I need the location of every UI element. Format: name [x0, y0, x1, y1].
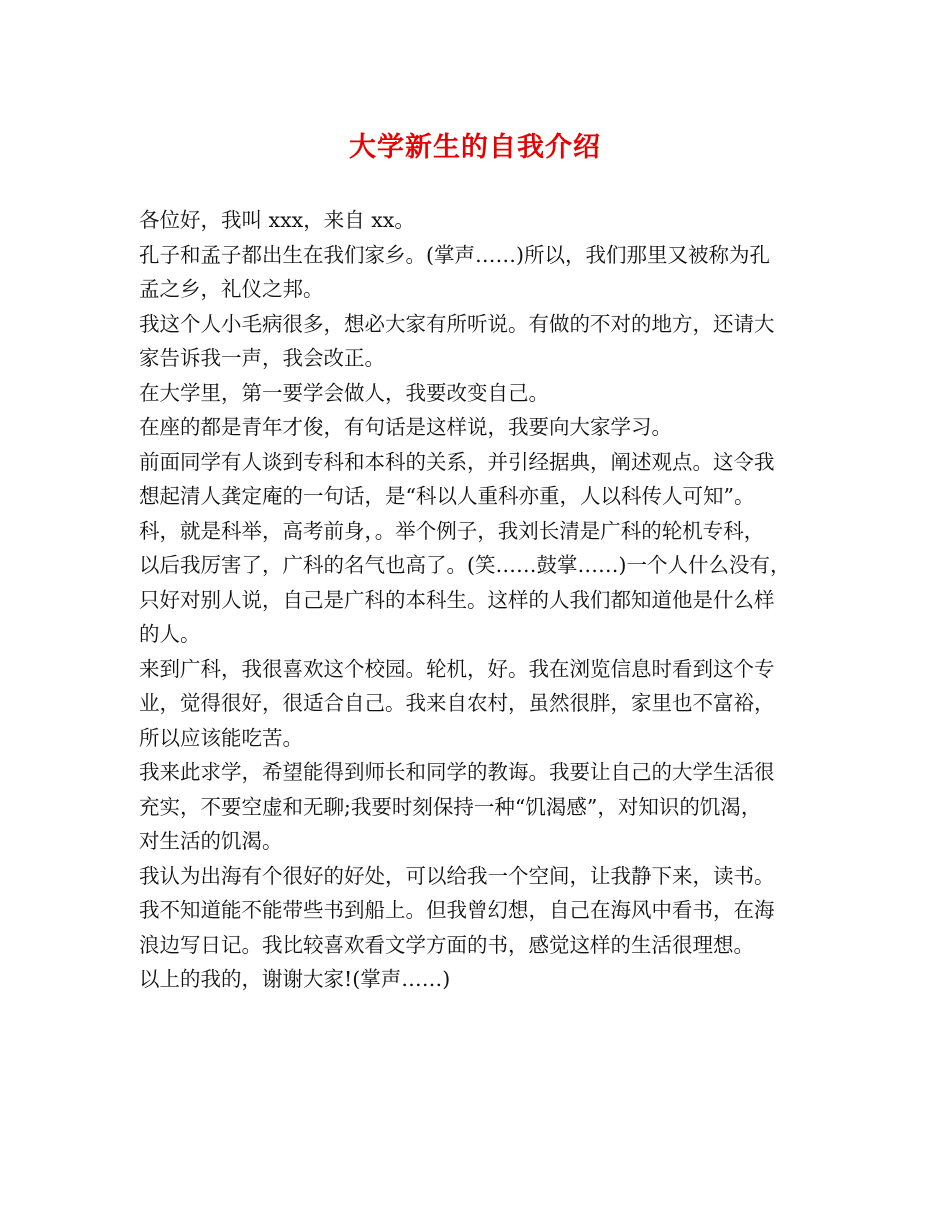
document-body	[139, 203, 829, 997]
body-line: 我这个人小毛病很多，想必大家有所听说。有做的不对的地方，还请大	[139, 311, 775, 336]
body-line: 所以应该能吃苦。	[139, 725, 303, 750]
body-line: 在座的都是青年才俊，有句话是这样说，我要向大家学习。	[139, 415, 672, 439]
body-line: 的人。	[139, 622, 201, 646]
body-line: 各位好，我叫 xxx，来自 xx。	[139, 208, 415, 232]
body-line: 家告诉我一声，我会改正。	[139, 346, 385, 370]
body-line: 我认为出海有个很好的好处，可以给我一个空间，让我静下来，读书。	[139, 863, 775, 888]
body-line: 以上的我的，谢谢大家!(掌声……)	[139, 967, 451, 991]
body-line: 科，就是科举，高考前身，。举个例子，我刘长清是广科的轮机专科，	[139, 518, 765, 543]
body-line: 只好对别人说，自己是广科的本科生。这样的人我们都知道他是什么样	[139, 587, 775, 612]
body-line: 前面同学有人谈到专科和本科的关系，并引经据典，阐述观点。这令我	[139, 449, 775, 474]
body-line: 孔子和孟子都出生在我们家乡。(掌声……)所以，我们那里又被称为孔	[139, 242, 770, 267]
document-title: 大学新生的自我介绍	[349, 132, 601, 163]
body-line: 以后我厉害了，广科的名气也高了。(笑……鼓掌……)一个人什么没有，	[139, 553, 791, 577]
body-line: 我不知道能不能带些书到船上。但我曾幻想，自己在海风中看书，在海	[139, 898, 775, 922]
body-line: 对生活的饥渴。	[139, 829, 283, 853]
body-line: 来到广科，我很喜欢这个校园。轮机，好。我在浏览信息时看到这个专	[139, 656, 775, 681]
body-line: 我来此求学，希望能得到师长和同学的教诲。我要让自己的大学生活很	[139, 760, 775, 784]
body-line: 业，觉得很好，很适合自己。我来自农村，虽然很胖，家里也不富裕，	[139, 691, 775, 715]
body-line: 在大学里，第一要学会做人，我要改变自己。	[139, 380, 549, 405]
body-line: 孟之乡，礼仪之邦。	[139, 277, 324, 301]
body-line: 充实，不要空虚和无聊;我要时刻保持一种“饥渴感”，对知识的饥渴，	[139, 794, 762, 819]
body-line: 浪边写日记。我比较喜欢看文学方面的书，感觉这样的生活很理想。	[139, 932, 754, 957]
body-line: 想起清人龚定庵的一句话，是“科以人重科亦重，人以科传人可知”。	[139, 484, 755, 508]
